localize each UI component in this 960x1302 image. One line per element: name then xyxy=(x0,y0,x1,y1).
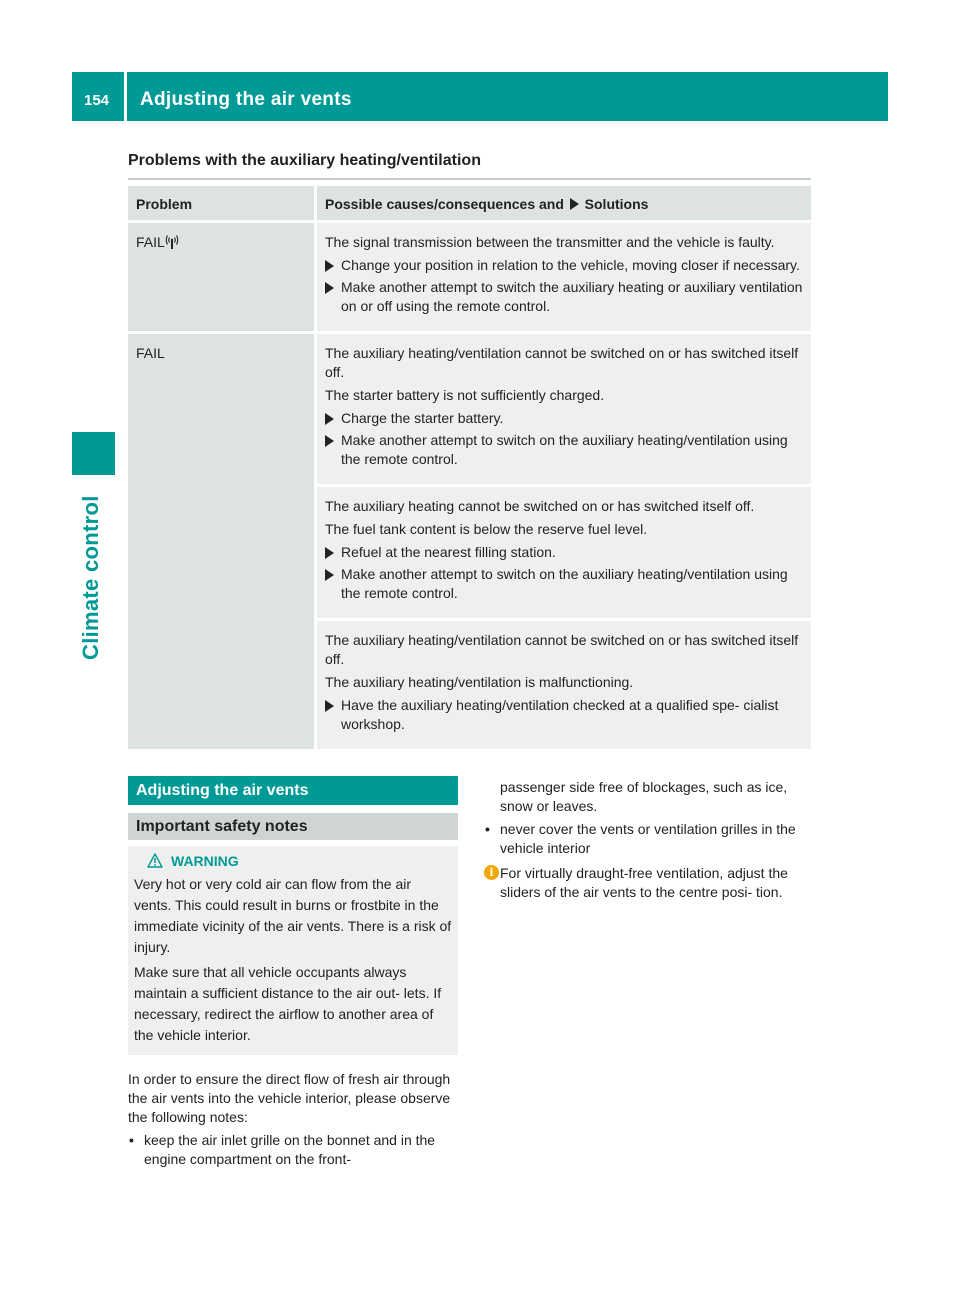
side-tab-label: Climate control xyxy=(78,495,103,660)
problem-cell xyxy=(128,222,316,333)
antenna-signal-icon xyxy=(165,234,179,250)
solution-step xyxy=(325,409,803,428)
step-text: Charge the starter battery. xyxy=(341,410,504,426)
subsection-heading: Important safety notes xyxy=(136,818,308,835)
action-arrow-icon xyxy=(325,547,334,559)
solution-cell xyxy=(316,222,812,333)
cause-text: The auxiliary heating/ventilation is malfunctioning. xyxy=(325,674,634,690)
action-arrow-icon xyxy=(325,282,334,294)
step-text: Make another attempt to switch on the auxiliary heating/ventilation using the remote control. xyxy=(341,566,788,601)
warning-label: WARNING xyxy=(171,853,239,869)
solution-step xyxy=(325,431,803,469)
problems-table xyxy=(128,186,811,752)
section-heading-bar xyxy=(128,776,458,805)
action-arrow-icon xyxy=(325,260,334,272)
chapter-title: Adjusting the air vents xyxy=(140,89,352,110)
list-item-continued: passenger side free of blockages, such as ice, snow or leaves. xyxy=(500,779,788,814)
warning-box xyxy=(128,846,458,1055)
info-note xyxy=(484,864,812,902)
step-text: Refuel at the nearest filling station. xyxy=(341,544,556,560)
step-text: Make another attempt to switch the auxiliary heating or auxiliary ventilation on or off using the remote control. xyxy=(341,279,803,314)
step-text: Make another attempt to switch on the auxiliary heating/ventilation using the remote control. xyxy=(341,432,788,467)
cause-text: The auxiliary heating/ventilation cannot be switched on or has switched itself off. xyxy=(325,345,799,380)
action-arrow-icon xyxy=(325,435,334,447)
header-divider xyxy=(124,72,127,121)
solution-step xyxy=(325,565,803,603)
column-header-solutions xyxy=(316,186,812,222)
list-item xyxy=(128,1131,458,1169)
section-title: Problems with the auxiliary heating/ventilation xyxy=(128,152,811,180)
cause-text: The auxiliary heating cannot be switched on or has switched itself off. xyxy=(325,498,755,514)
section-heading: Adjusting the air vents xyxy=(136,782,309,799)
column-header-solutions-label: Solutions xyxy=(584,196,649,212)
bullet-icon: • xyxy=(485,821,490,837)
solution-step xyxy=(325,543,803,562)
info-icon: i xyxy=(484,865,499,880)
side-tab-marker xyxy=(72,432,115,475)
warning-header xyxy=(147,851,452,872)
right-column-body xyxy=(484,778,812,902)
step-text: Have the auxiliary heating/ventilation checked at a qualified spe- cialist workshop. xyxy=(341,697,779,732)
problem-text: FAIL xyxy=(136,345,165,361)
solution-step xyxy=(325,256,803,275)
list-item-text: keep the air inlet grille on the bonnet and in the engine compartment on the front- xyxy=(144,1132,436,1167)
table-header-row xyxy=(128,186,811,222)
table-row xyxy=(128,333,811,486)
problem-cell xyxy=(128,333,316,751)
warning-text: Make sure that all vehicle occupants always maintain a sufficient distance to the air out- lets. If necessary, redirect the airflow to another area of the vehicle interior. xyxy=(134,964,442,1043)
action-arrow-icon xyxy=(325,700,334,712)
bullet-icon: • xyxy=(129,1132,134,1148)
warning-triangle-icon xyxy=(147,853,163,868)
cause-text: The auxiliary heating/ventilation cannot be switched on or has switched itself off. xyxy=(325,632,799,667)
page-header xyxy=(72,72,888,121)
intro-text: In order to ensure the direct flow of fresh air through the air vents into the vehicle interior, please observe the following notes: xyxy=(128,1071,451,1125)
action-arrow-icon xyxy=(570,198,579,210)
list-item xyxy=(484,820,812,858)
action-arrow-icon xyxy=(325,569,334,581)
action-arrow-icon xyxy=(325,413,334,425)
column-header-problem: Problem xyxy=(128,186,316,222)
list-item-text: never cover the vents or ventilation grilles in the vehicle interior xyxy=(500,821,796,856)
cause-text: The signal transmission between the transmitter and the vehicle is faulty. xyxy=(325,234,775,250)
solution-step xyxy=(325,278,803,316)
table-row xyxy=(128,222,811,333)
cause-text: The fuel tank content is below the reserve fuel level. xyxy=(325,521,648,537)
solution-cell xyxy=(316,333,812,486)
column-header-solutions-text: Possible causes/consequences and xyxy=(325,196,564,212)
subsection-heading-bar xyxy=(128,813,458,840)
solution-cell xyxy=(316,486,812,620)
step-text: Change your position in relation to the vehicle, moving closer if necessary. xyxy=(341,257,800,273)
warning-text: Very hot or very cold air can flow from the air vents. This could result in burns or frostbite in the immediate vicinity of the air vents. There is a risk of injury. xyxy=(134,876,452,955)
solution-step xyxy=(325,696,803,734)
page-number: 154 xyxy=(84,92,110,109)
problem-text: FAIL xyxy=(136,234,165,250)
left-column-body xyxy=(128,1070,458,1169)
info-text: For virtually draught-free ventilation, adjust the sliders of the air vents to the centre posi- tion. xyxy=(500,865,788,900)
cause-text: The starter battery is not sufficiently charged. xyxy=(325,387,605,403)
solution-cell xyxy=(316,620,812,751)
